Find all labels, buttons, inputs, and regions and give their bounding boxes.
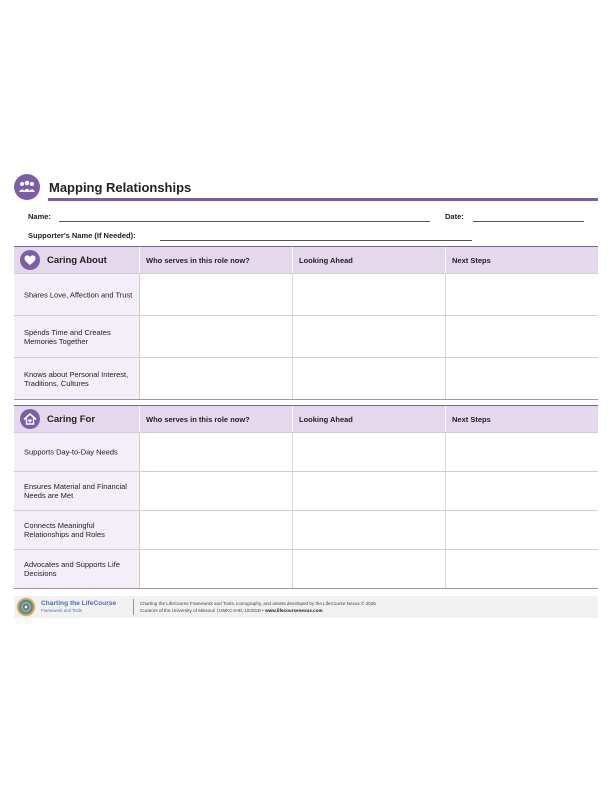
next-steps-cell[interactable] xyxy=(445,511,598,549)
table-row xyxy=(14,432,598,471)
looking-ahead-cell[interactable] xyxy=(292,358,446,399)
row-label-cell xyxy=(14,511,140,549)
row-label: Shares Love, Affection and Trust xyxy=(24,290,133,299)
section-heading: Caring For xyxy=(47,414,96,425)
caring-about-header xyxy=(14,246,598,273)
who-serves-cell[interactable] xyxy=(139,472,293,510)
table-row xyxy=(14,471,598,510)
row-label-cell xyxy=(14,472,140,510)
footer xyxy=(14,596,598,618)
looking-ahead-cell[interactable] xyxy=(292,274,446,315)
looking-ahead-cell[interactable] xyxy=(292,433,446,471)
row-label-cell xyxy=(14,433,140,471)
table-row xyxy=(14,510,598,549)
heart-icon xyxy=(20,250,40,270)
looking-ahead-cell[interactable] xyxy=(292,472,446,510)
credit-text: Curators of the University of Missouri | UMKC-IHD, UCEDD • xyxy=(140,608,264,613)
table-row xyxy=(14,273,598,315)
section-heading: Caring About xyxy=(47,255,107,266)
people-group-icon xyxy=(14,174,40,200)
caring-about-table xyxy=(14,246,598,400)
column-header-looking-ahead: Looking Ahead xyxy=(299,415,353,424)
row-label: Connects Meaningful Relationships and Roles xyxy=(24,521,105,539)
who-serves-cell[interactable] xyxy=(139,433,293,471)
next-steps-cell[interactable] xyxy=(445,433,598,471)
name-field[interactable] xyxy=(59,221,430,222)
column-divider xyxy=(292,406,293,432)
who-serves-cell[interactable] xyxy=(139,358,293,399)
looking-ahead-cell[interactable] xyxy=(292,550,446,588)
column-header-next-steps: Next Steps xyxy=(452,415,491,424)
row-label: Spends Time and Creates Memories Together xyxy=(24,327,111,346)
row-label-cell xyxy=(14,550,140,588)
name-label: Name: xyxy=(28,212,51,221)
next-steps-cell[interactable] xyxy=(445,472,598,510)
column-divider xyxy=(139,406,140,432)
row-label: Knows about Personal Interest, Traditions, Cultures xyxy=(24,369,129,388)
column-divider xyxy=(292,247,293,273)
lifecourse-logo-icon xyxy=(16,597,36,617)
title-row xyxy=(14,173,598,201)
table-row xyxy=(14,549,598,588)
row-label-cell xyxy=(14,316,140,357)
date-field[interactable] xyxy=(473,221,584,222)
next-steps-cell[interactable] xyxy=(445,274,598,315)
worksheet xyxy=(14,173,598,578)
row-label: Ensures Material and Financial Needs are Met xyxy=(24,482,127,500)
row-label-cell xyxy=(14,274,140,315)
row-label-cell xyxy=(14,358,140,399)
looking-ahead-cell[interactable] xyxy=(292,316,446,357)
column-header-who-serves: Who serves in this role now? xyxy=(146,415,250,424)
house-heart-icon xyxy=(20,409,40,429)
row-label: Supports Day-to-Day Needs xyxy=(24,447,118,457)
credit-line xyxy=(140,608,323,613)
row-label: Advocates and Supports Life Decisions xyxy=(24,560,120,578)
next-steps-cell[interactable] xyxy=(445,550,598,588)
table-row xyxy=(14,357,598,399)
column-divider xyxy=(445,406,446,432)
column-header-looking-ahead: Looking Ahead xyxy=(299,256,353,265)
website-link[interactable]: www.lifecoursenexus.com xyxy=(265,608,323,613)
who-serves-cell[interactable] xyxy=(139,511,293,549)
who-serves-cell[interactable] xyxy=(139,550,293,588)
supporter-name-field[interactable] xyxy=(160,240,472,241)
supporter-name-label: Supporter's Name (If Needed): xyxy=(28,231,136,240)
footer-divider xyxy=(133,599,134,615)
column-header-who-serves: Who serves in this role now? xyxy=(146,256,250,265)
brand-tagline: Framework and Tools xyxy=(41,608,82,613)
looking-ahead-cell[interactable] xyxy=(292,511,446,549)
who-serves-cell[interactable] xyxy=(139,274,293,315)
date-label: Date: xyxy=(445,212,464,221)
title-underline xyxy=(48,198,598,201)
caring-for-table xyxy=(14,405,598,589)
column-header-next-steps: Next Steps xyxy=(452,256,491,265)
table-row xyxy=(14,315,598,357)
next-steps-cell[interactable] xyxy=(445,316,598,357)
brand-name: Charting the LifeCourse xyxy=(41,600,117,607)
page-title: Mapping Relationships xyxy=(49,180,192,195)
next-steps-cell[interactable] xyxy=(445,358,598,399)
column-divider xyxy=(445,247,446,273)
column-divider xyxy=(139,247,140,273)
who-serves-cell[interactable] xyxy=(139,316,293,357)
caring-for-header xyxy=(14,405,598,432)
credit-line: Charting the LifeCourse Framework and Tools, iconography, and assets developed by the LifeCourse Nexus © 2025 xyxy=(140,601,376,606)
